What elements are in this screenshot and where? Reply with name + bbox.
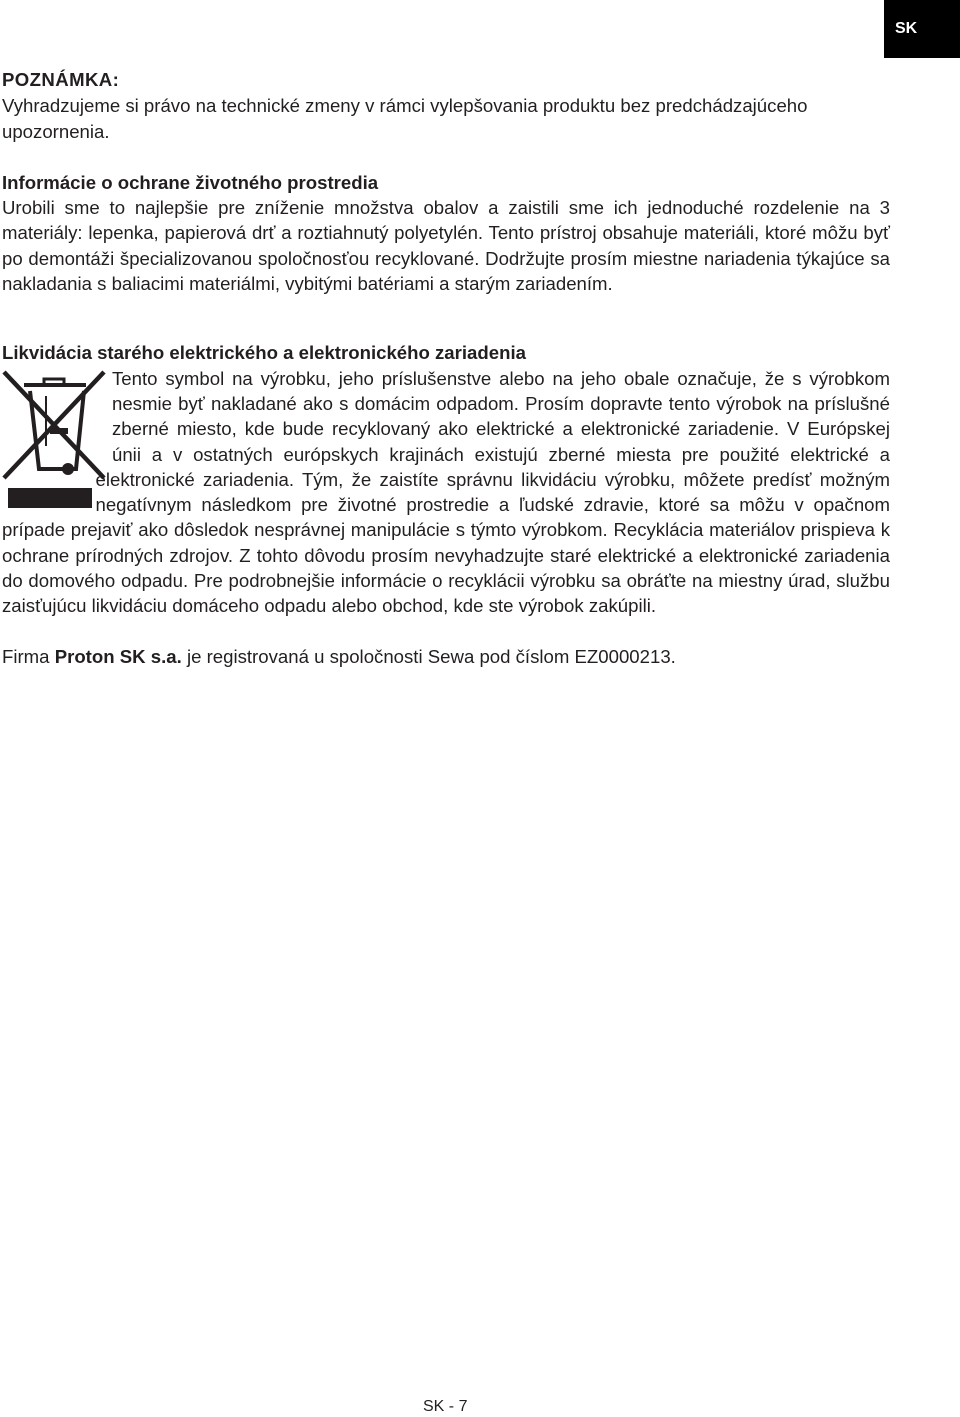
environment-title: Informácie o ochrane životného prostredia [2, 171, 379, 193]
note-text: Vyhradzujeme si právo na technické zmeny v rámci vylepšovania produktu bez predchádzajúceho upozornenia. [2, 95, 808, 142]
company-registration [2, 644, 890, 669]
disposal-title: Likvidácia starého elektrického a elektronického zariadenia [2, 342, 526, 364]
disposal-text: Tento symbol na výrobku, jeho príslušenstve alebo na jeho obale označuje, že s výrobkom nesmie byť nakladané ako s domácim odpadom. Prosím dopravte tento výrobok na príslušné zberné miesto, kde bude recyklovaný ako elektrické a elektronické zariadenie. V Európskej únii a v ostatných európskych krajinách existujú zberné miesta pre použité elektrické a elektronické zariadenia. Tým, že zaistíte správnu likvidáciu výrobku, môžete predísť možným negatívnym následkom pre životné prostredie a ľudské zdravie, ktoré sa môžu v opačnom prípade prejaviť ako dôsledok nesprávnej manipulácie s týmto výrobkom. Recyklácia materiálov prispieva k ochrane prírodných zdrojov. Z tohto dôvodu prosím nevyhadzujte staré elektrické a elektronické zariadenia do domového odpadu. Pre podrobnejšie informácie o recyklácii výrobku sa obráťte na miestny úrad, službu zaisťujúcu likvidáciu domáceho odpadu alebo obchod, kde ste výrobok zakúpili. [2, 367, 890, 617]
language-tab: SK [884, 0, 960, 58]
company-name: Proton SK s.a. [54, 645, 182, 667]
company-prefix: Firma [2, 645, 55, 667]
company-suffix: je registrovaná u spoločnosti Sewa pod číslom EZ0000213. [181, 645, 676, 667]
document-body [2, 67, 890, 669]
environment-text: Urobili sme to najlepšie pre zníženie množstva obalov a zaistili sme ich jednoduché rozdelenie na 3 materiály: lepenka, papierová drť a roztiahnutý polyetylén. Tento prístroj obsahuje materiáli, ktoré môžu byť po demontáži špecializovanou spoločnosťou recyklované. Dodržujte prosím miestne nariadenia týkajúce sa nakladania s baliacimi materiálmi, vybitými batériami a starým zariadením. [2, 197, 890, 295]
note-title: POZNÁMKA: [2, 69, 120, 90]
page-number: SK - 7 [423, 1398, 468, 1415]
disposal-section [2, 366, 890, 619]
